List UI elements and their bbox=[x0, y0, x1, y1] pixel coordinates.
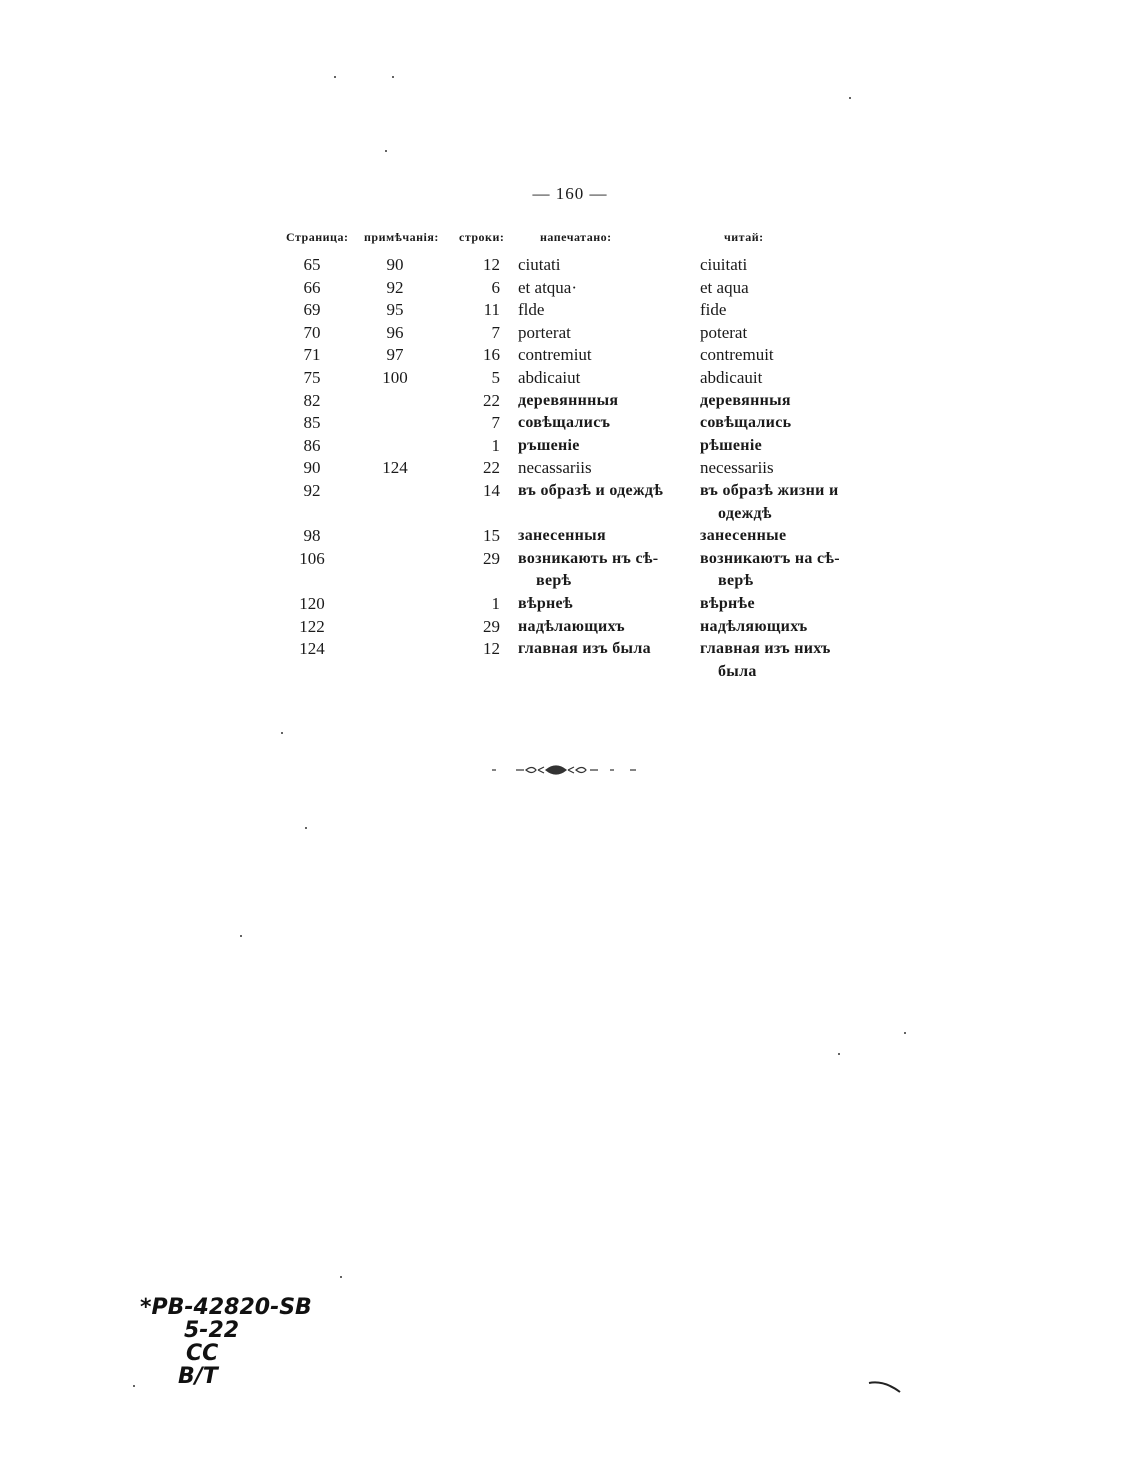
cell-printed bbox=[518, 616, 698, 639]
cell-note: 97 bbox=[386, 345, 404, 365]
cell-printed bbox=[518, 525, 698, 548]
library-shelfmark bbox=[140, 1296, 340, 1388]
read-text: abdicauit bbox=[700, 367, 763, 387]
read-text: надѣляющихъ bbox=[700, 617, 808, 635]
cell-printed bbox=[518, 412, 698, 435]
shelfmark-line: *PB-42820-SB bbox=[140, 1295, 312, 1320]
cell-note: 92 bbox=[386, 277, 404, 297]
cell-page: 120 bbox=[299, 593, 325, 613]
cell-page: 82 bbox=[303, 390, 321, 410]
printed-text: abdicaiut bbox=[518, 367, 581, 387]
printed-text: занесенныя bbox=[518, 527, 606, 545]
cell-page: 85 bbox=[303, 413, 321, 433]
cell-page: 122 bbox=[299, 616, 325, 636]
errata-row bbox=[282, 525, 862, 548]
cell-note bbox=[354, 480, 436, 525]
cell-printed bbox=[518, 344, 698, 367]
read-text: рѣшеніе bbox=[700, 436, 762, 454]
cell-line: 15 bbox=[483, 526, 500, 546]
cell-read bbox=[698, 616, 866, 639]
read-text: poterat bbox=[700, 322, 748, 342]
cell-read bbox=[698, 548, 866, 593]
cell-printed bbox=[518, 480, 698, 525]
printed-text: ciutati bbox=[518, 255, 561, 274]
errata-table bbox=[282, 226, 862, 683]
cell-line: 22 bbox=[483, 458, 500, 478]
read-text: главная изъ нихъ bbox=[700, 640, 831, 658]
cell-printed bbox=[518, 254, 698, 277]
cell-note bbox=[354, 593, 436, 616]
pen-stroke bbox=[868, 1378, 902, 1396]
cell-printed bbox=[518, 548, 698, 593]
page-number: — 160 — bbox=[532, 184, 608, 203]
cell-read bbox=[698, 299, 866, 322]
shelfmark-line: B/T bbox=[178, 1364, 218, 1389]
speck bbox=[281, 732, 283, 734]
cell-read bbox=[698, 322, 866, 345]
cell-read bbox=[698, 457, 866, 480]
cell-note bbox=[354, 435, 436, 458]
read-text: necessariis bbox=[700, 458, 774, 478]
cell-read bbox=[698, 344, 866, 367]
cell-page: 106 bbox=[299, 548, 325, 568]
header-note: примѣчанія: bbox=[364, 230, 439, 244]
speck bbox=[340, 1276, 342, 1278]
cell-line: 29 bbox=[483, 616, 500, 636]
cell-note: 124 bbox=[382, 458, 408, 478]
cell-read bbox=[698, 525, 866, 548]
printed-text: главная изъ была bbox=[518, 640, 651, 658]
cell-line: 11 bbox=[483, 300, 500, 320]
errata-row bbox=[282, 277, 862, 300]
cell-page: 98 bbox=[303, 526, 321, 546]
errata-row bbox=[282, 548, 862, 593]
printed-text: contremiut bbox=[518, 345, 592, 365]
shelfmark-line: 5-22 bbox=[184, 1318, 240, 1343]
cell-note: 96 bbox=[386, 322, 404, 342]
cell-line: 1 bbox=[491, 435, 500, 455]
errata-row bbox=[282, 593, 862, 616]
cell-line: 29 bbox=[483, 548, 500, 568]
read-text: fide bbox=[700, 300, 727, 320]
cell-read bbox=[698, 638, 866, 683]
cell-note bbox=[354, 638, 436, 683]
cell-note bbox=[354, 616, 436, 639]
cell-printed bbox=[518, 638, 698, 683]
read-text: contremuit bbox=[700, 345, 774, 365]
cell-line: 14 bbox=[483, 480, 500, 500]
speck bbox=[904, 1032, 906, 1034]
cell-page: 86 bbox=[303, 435, 321, 455]
cell-printed bbox=[518, 435, 698, 458]
printed-text: возникають нъ сѣ- bbox=[518, 549, 659, 567]
cell-printed bbox=[518, 299, 698, 322]
printed-text: надѣлающихъ bbox=[518, 617, 625, 635]
cell-note bbox=[354, 390, 436, 413]
cell-printed bbox=[518, 322, 698, 345]
printed-text: flde bbox=[518, 300, 545, 320]
cell-note bbox=[354, 412, 436, 435]
errata-row bbox=[282, 616, 862, 639]
cell-printed bbox=[518, 390, 698, 413]
ornament-divider bbox=[490, 758, 640, 782]
cell-page: 71 bbox=[303, 345, 321, 365]
printed-text: et atqua· bbox=[518, 277, 577, 297]
read-text: деревянныя bbox=[700, 391, 791, 409]
cell-line: 5 bbox=[491, 367, 500, 387]
errata-row bbox=[282, 412, 862, 435]
errata-rows bbox=[282, 254, 862, 683]
cell-page: 75 bbox=[303, 367, 321, 387]
cell-line: 22 bbox=[483, 390, 500, 410]
cell-page: 90 bbox=[303, 458, 321, 478]
read-text: занесенные bbox=[700, 527, 787, 545]
cell-read bbox=[698, 593, 866, 616]
cell-note bbox=[354, 525, 436, 548]
speck bbox=[240, 935, 242, 937]
printed-text-continuation: верѣ bbox=[536, 572, 572, 590]
cell-page: 70 bbox=[303, 322, 321, 342]
cell-printed bbox=[518, 457, 698, 480]
speck bbox=[849, 97, 851, 99]
errata-row bbox=[282, 299, 862, 322]
read-text-continuation: была bbox=[718, 662, 757, 680]
speck bbox=[133, 1385, 135, 1387]
cell-note: 95 bbox=[386, 300, 404, 320]
cell-line: 12 bbox=[483, 639, 500, 659]
errata-row bbox=[282, 367, 862, 390]
shelfmark-line: CC bbox=[186, 1341, 219, 1366]
speck bbox=[838, 1053, 840, 1055]
cell-read bbox=[698, 277, 866, 300]
header-read: читай: bbox=[724, 230, 764, 244]
cell-page: 124 bbox=[299, 639, 325, 659]
errata-row bbox=[282, 480, 862, 525]
errata-row bbox=[282, 457, 862, 480]
header-line: строки: bbox=[459, 230, 505, 244]
printed-text: вѣрнеѣ bbox=[518, 594, 573, 612]
read-text: возникаютъ на сѣ- bbox=[700, 549, 840, 567]
errata-row bbox=[282, 344, 862, 367]
errata-row bbox=[282, 322, 862, 345]
header-page: Страница: bbox=[286, 230, 349, 244]
speck bbox=[392, 76, 394, 78]
cell-printed bbox=[518, 593, 698, 616]
cell-read bbox=[698, 254, 866, 277]
read-text: совѣщались bbox=[700, 414, 792, 432]
cell-printed bbox=[518, 277, 698, 300]
cell-line: 1 bbox=[491, 593, 500, 613]
printed-text: въ образѣ и одеждѣ bbox=[518, 481, 664, 499]
cell-line: 7 bbox=[491, 413, 500, 433]
errata-row bbox=[282, 254, 862, 277]
cell-read bbox=[698, 435, 866, 458]
cell-read bbox=[698, 390, 866, 413]
cell-page: 66 bbox=[303, 277, 321, 297]
read-text-continuation: одеждѣ bbox=[718, 504, 772, 522]
read-text-continuation: верѣ bbox=[718, 572, 754, 590]
printed-text: совѣщалисъ bbox=[518, 414, 611, 432]
speck bbox=[334, 76, 336, 78]
cell-line: 12 bbox=[483, 255, 500, 274]
cell-line: 7 bbox=[491, 322, 500, 342]
errata-row bbox=[282, 638, 862, 683]
read-text: вѣрнѣе bbox=[700, 594, 755, 612]
cell-note: 90 bbox=[386, 255, 404, 274]
printed-text: деревяннныя bbox=[518, 391, 619, 409]
cell-line: 6 bbox=[491, 277, 500, 297]
read-text: ciuitati bbox=[700, 255, 748, 274]
cell-line: 16 bbox=[483, 345, 500, 365]
printed-text: necassariis bbox=[518, 458, 592, 478]
speck bbox=[305, 827, 307, 829]
printed-text: ръшеніе bbox=[518, 436, 580, 454]
errata-row bbox=[282, 390, 862, 413]
errata-row bbox=[282, 435, 862, 458]
cell-printed bbox=[518, 367, 698, 390]
cell-read bbox=[698, 367, 866, 390]
cell-note: 100 bbox=[382, 367, 408, 387]
printed-text: porterat bbox=[518, 322, 571, 342]
read-text: et aqua bbox=[700, 277, 749, 297]
header-printed: напечатано: bbox=[540, 230, 612, 244]
cell-page: 65 bbox=[303, 255, 321, 274]
read-text: въ образѣ жизни и bbox=[700, 481, 839, 499]
cell-page: 69 bbox=[303, 300, 321, 320]
cell-read bbox=[698, 480, 866, 525]
cell-page: 92 bbox=[303, 480, 321, 500]
errata-header bbox=[282, 226, 862, 250]
cell-note bbox=[354, 548, 436, 593]
cell-read bbox=[698, 412, 866, 435]
speck bbox=[385, 150, 387, 152]
